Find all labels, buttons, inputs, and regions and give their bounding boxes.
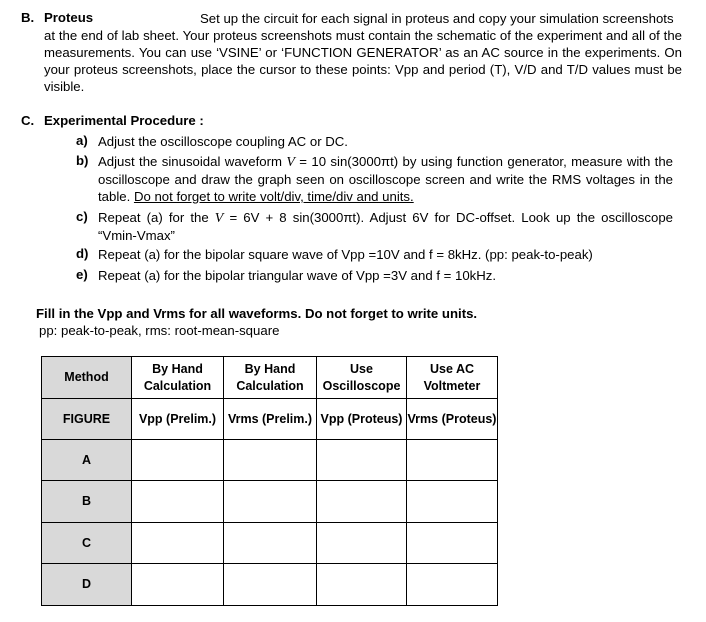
note-title: Fill in the Vpp and Vrms for all waveforms. Do not forget to write units. xyxy=(36,306,478,321)
table-header-row xyxy=(42,357,498,399)
note-subtitle: pp: peak-to-peak, rms: root-mean-square xyxy=(39,323,280,338)
row-label-d: D xyxy=(42,564,132,606)
header-col3: Use Oscilloscope xyxy=(317,357,407,399)
cell-d-4[interactable] xyxy=(407,564,498,606)
cell-d-1[interactable] xyxy=(132,564,224,606)
table-row xyxy=(42,481,498,523)
item-e-text: Repeat (a) for the bipolar triangular wave of Vpp =3V and f = 10kHz. xyxy=(98,268,497,283)
item-e-label: e) xyxy=(76,267,88,282)
header-figure: FIGURE xyxy=(42,399,132,440)
row-label-a: A xyxy=(42,440,132,481)
cell-b-1[interactable] xyxy=(132,481,224,523)
section-c-letter: C. xyxy=(21,113,35,128)
item-d-label: d) xyxy=(76,246,89,261)
header-method: Method xyxy=(42,357,132,399)
results-table xyxy=(41,356,498,606)
subheader-col2: Vrms (Prelim.) xyxy=(224,399,317,440)
header-col2: By Hand Calculation xyxy=(224,357,317,399)
row-label-b: B xyxy=(42,481,132,523)
cell-b-2[interactable] xyxy=(224,481,317,523)
section-c-title: Experimental Procedure : xyxy=(44,113,204,128)
table-subheader-row xyxy=(42,399,498,440)
section-b-title: Proteus xyxy=(44,10,94,25)
subheader-col1: Vpp (Prelim.) xyxy=(132,399,224,440)
item-c-label: c) xyxy=(76,209,88,224)
item-d-text: Repeat (a) for the bipolar square wave of Vpp =10V and f = 8kHz. (pp: peak-to-peak) xyxy=(98,247,593,262)
cell-b-4[interactable] xyxy=(407,481,498,523)
item-a-label: a) xyxy=(76,133,88,148)
item-b-text: Adjust the sinusoidal waveform V = 10 sin(3000πt) by using function generator, measure with the oscilloscope and draw the graph seen on oscilloscope screen and write the RMS voltages in the table. Do not forget to write volt/div, time/div and units. xyxy=(98,154,673,204)
cell-d-3[interactable] xyxy=(317,564,407,606)
item-b-label: b) xyxy=(76,153,89,168)
cell-a-1[interactable] xyxy=(132,440,224,481)
cell-c-2[interactable] xyxy=(224,523,317,564)
cell-d-2[interactable] xyxy=(224,564,317,606)
item-a-text: Adjust the oscilloscope coupling AC or DC. xyxy=(98,134,348,149)
cell-a-3[interactable] xyxy=(317,440,407,481)
header-col4: Use AC Voltmeter xyxy=(407,357,498,399)
row-label-c: C xyxy=(42,523,132,564)
subheader-col3: Vpp (Proteus) xyxy=(317,399,407,440)
header-col1: By Hand Calculation xyxy=(132,357,224,399)
table-row xyxy=(42,564,498,606)
cell-c-3[interactable] xyxy=(317,523,407,564)
cell-b-3[interactable] xyxy=(317,481,407,523)
section-b-text: at the end of lab sheet. Your proteus screenshots must contain the schematic of the experiment and all of the measurements. You can use ‘VSINE’ or ‘FUNCTION GENERATOR’ as an AC source in the experiments. On your proteus screenshots, place the cursor to these points: Vpp and period (T), V/D and T/D values must be visible. xyxy=(44,28,682,94)
section-b-line1: Set up the circuit for each signal in proteus and copy your simulation screenshots xyxy=(200,11,674,26)
cell-c-4[interactable] xyxy=(407,523,498,564)
table-row xyxy=(42,440,498,481)
item-c-text: Repeat (a) for the V = 6V + 8 sin(3000πt). Adjust 6V for DC-offset. Look up the oscilloscope “Vmin-Vmax” xyxy=(98,210,673,243)
cell-a-4[interactable] xyxy=(407,440,498,481)
table-row xyxy=(42,523,498,564)
cell-c-1[interactable] xyxy=(132,523,224,564)
section-b-letter: B. xyxy=(21,10,35,25)
subheader-col4: Vrms (Proteus) xyxy=(407,399,498,440)
cell-a-2[interactable] xyxy=(224,440,317,481)
